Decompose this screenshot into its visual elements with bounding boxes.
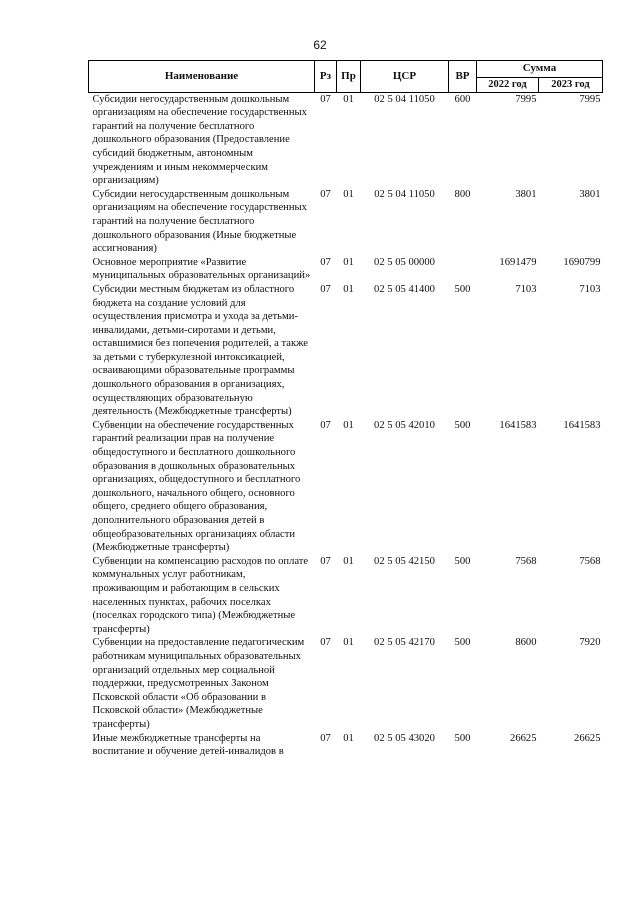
cell-y2022: 1691479 bbox=[499, 256, 537, 268]
cell-name: Субсидии негосударственным дошкольным организациям на обеспечение государственных гарантий на получение бесплатного дошкольного образования (Иные бюджетные ассигнования) bbox=[92, 188, 307, 255]
cell-y2022: 26625 bbox=[510, 732, 537, 744]
cell-y2023: 7920 bbox=[579, 637, 601, 649]
cell-rz: 07 bbox=[320, 256, 331, 268]
table-body bbox=[89, 92, 603, 759]
cell-y2023: 26625 bbox=[574, 732, 601, 744]
cell-vr: 600 bbox=[454, 93, 471, 105]
cell-vr: 500 bbox=[454, 555, 471, 567]
cell-pr: 01 bbox=[343, 637, 354, 649]
cell-pr: 01 bbox=[343, 256, 354, 268]
cell-vr: 500 bbox=[454, 283, 471, 295]
header-name: Наименование bbox=[89, 61, 315, 93]
cell-y2023: 1641583 bbox=[563, 419, 601, 431]
budget-table bbox=[88, 60, 603, 759]
cell-y2022: 7568 bbox=[515, 555, 537, 567]
cell-vr: 500 bbox=[454, 419, 471, 431]
cell-rz: 07 bbox=[320, 732, 331, 744]
cell-pr: 01 bbox=[343, 419, 354, 431]
cell-name: Субвенции на компенсацию расходов по оплате коммунальных услуг работникам, проживающим и работающим в сельских населенных пунктах, рабочих поселках (поселках городского типа) (Межбюджетные трансферты) bbox=[92, 555, 309, 635]
cell-rz: 07 bbox=[320, 93, 331, 105]
header-pr: Пр bbox=[337, 61, 361, 93]
cell-name: Субвенции на обеспечение государственных гарантий реализации прав на получение общедоступного и бесплатного дошкольного образования в дошкольных образовательных организациях, общедоступного и бесплатного дошкольного, начального общего, основного общего, среднего общего образования, дополнительного образования детей в общеобразовательных организациях области (Межбюджетные трансферты) bbox=[92, 419, 301, 554]
cell-y2022: 8600 bbox=[515, 637, 537, 649]
table-header bbox=[89, 61, 603, 93]
table-row bbox=[89, 555, 603, 637]
cell-csr: 02 5 05 43020 bbox=[374, 732, 435, 744]
cell-y2023: 3801 bbox=[579, 188, 601, 200]
table-row bbox=[89, 419, 603, 555]
cell-vr: 500 bbox=[454, 637, 471, 649]
table-row bbox=[89, 188, 603, 256]
cell-name: Иные межбюджетные трансферты на воспитание и обучение детей-инвалидов в bbox=[92, 732, 284, 758]
cell-csr: 02 5 05 00000 bbox=[374, 256, 435, 268]
cell-name: Субвенции на предоставление педагогическим работникам муниципальных образовательных организаций отдельных мер социальной поддержки, предусмотренных Законом Псковской области «Об образовании в Псковской области» (Межбюджетные трансферты) bbox=[92, 637, 305, 730]
cell-name: Основное мероприятие «Развитие муниципальных образовательных организаций» bbox=[92, 256, 311, 282]
cell-vr: 800 bbox=[454, 188, 471, 200]
cell-name: Субсидии местным бюджетам из областного бюджета на создание условий для осуществления присмотра и ухода за детьми-инвалидами, детьми-сиротами и детьми, оставшимися без попечения родителей, а также за детьми с туберкулезной интоксикацией, осваивающими образовательные программы дошкольного образования в организациях, осуществляющих образовательную деятельность (Межбюджетные трансферты) bbox=[92, 283, 309, 418]
cell-name: Субсидии негосударственным дошкольным организациям на обеспечение государственных гарантий на получение бесплатного дошкольного образования (Предоставление субсидий бюджетным, автономным учреждениям и иным некоммерческим организациям) bbox=[92, 93, 307, 187]
header-vr: ВР bbox=[449, 61, 477, 93]
cell-pr: 01 bbox=[343, 93, 354, 105]
cell-pr: 01 bbox=[343, 732, 354, 744]
table-row bbox=[89, 256, 603, 283]
cell-pr: 01 bbox=[343, 188, 354, 200]
cell-rz: 07 bbox=[320, 637, 331, 649]
cell-y2022: 1641583 bbox=[499, 419, 537, 431]
cell-csr: 02 5 05 42010 bbox=[374, 419, 435, 431]
cell-csr: 02 5 04 11050 bbox=[374, 188, 435, 200]
cell-rz: 07 bbox=[320, 188, 331, 200]
cell-y2022: 7995 bbox=[515, 93, 537, 105]
cell-csr: 02 5 05 42150 bbox=[374, 555, 435, 567]
cell-rz: 07 bbox=[320, 283, 331, 295]
cell-rz: 07 bbox=[320, 555, 331, 567]
cell-csr: 02 5 05 42170 bbox=[374, 637, 435, 649]
table-row bbox=[89, 732, 603, 759]
table-row bbox=[89, 92, 603, 188]
cell-rz: 07 bbox=[320, 419, 331, 431]
page-number: 62 bbox=[313, 38, 327, 52]
cell-y2023: 1690799 bbox=[563, 256, 601, 268]
cell-y2022: 7103 bbox=[515, 283, 537, 295]
cell-y2022: 3801 bbox=[515, 188, 537, 200]
header-rz: Рз bbox=[315, 61, 337, 93]
cell-csr: 02 5 05 41400 bbox=[374, 283, 435, 295]
cell-vr bbox=[449, 256, 477, 283]
table-row bbox=[89, 636, 603, 731]
cell-y2023: 7103 bbox=[579, 283, 601, 295]
header-csr: ЦСР bbox=[361, 61, 449, 93]
cell-pr: 01 bbox=[343, 283, 354, 295]
header-year-2023: 2023 год bbox=[539, 78, 603, 93]
cell-vr: 500 bbox=[454, 732, 471, 744]
cell-pr: 01 bbox=[343, 555, 354, 567]
header-year-2022: 2022 год bbox=[477, 78, 539, 93]
cell-y2023: 7568 bbox=[579, 555, 601, 567]
cell-y2023: 7995 bbox=[579, 93, 601, 105]
cell-csr: 02 5 04 11050 bbox=[374, 93, 435, 105]
table-row bbox=[89, 283, 603, 419]
header-sum: Сумма bbox=[477, 61, 603, 78]
